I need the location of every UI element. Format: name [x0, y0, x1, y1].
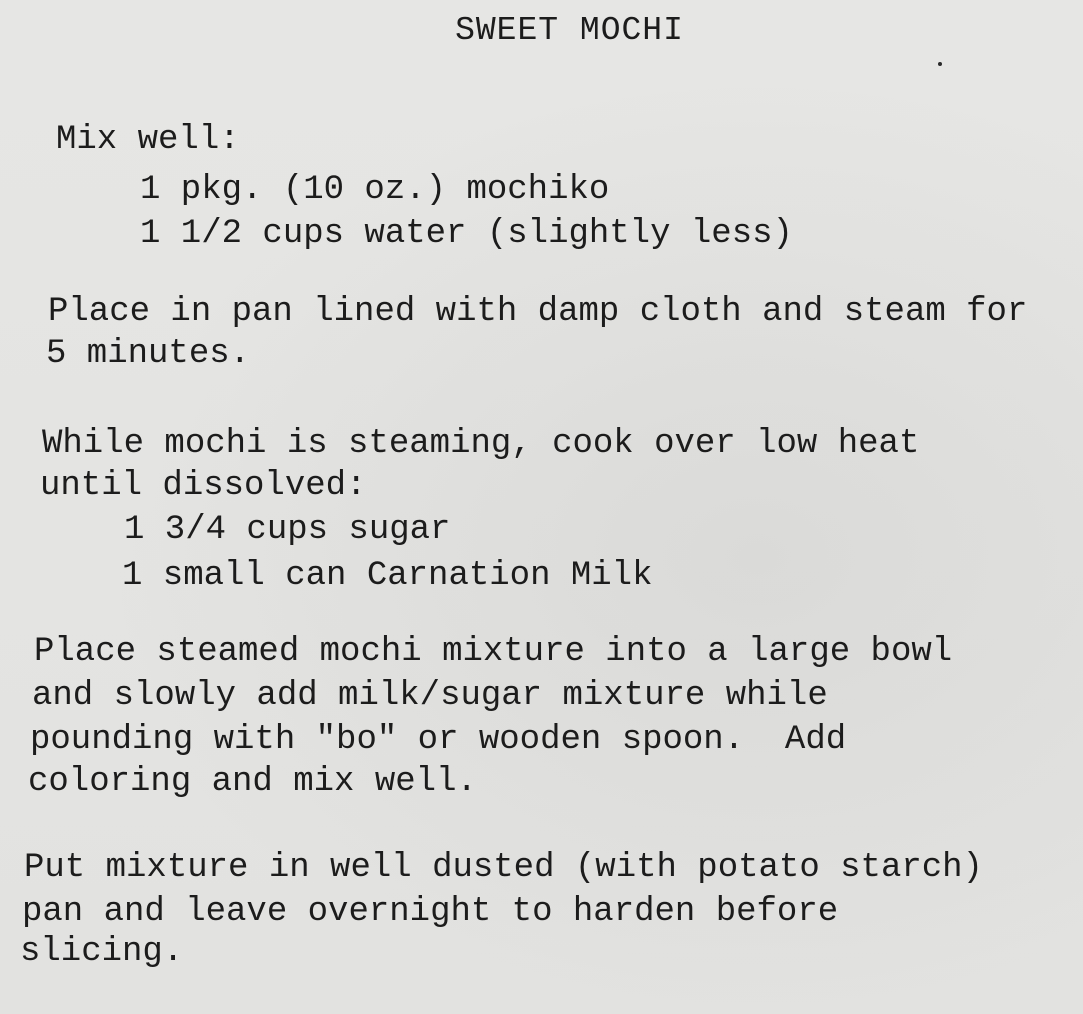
instruction-line: Place in pan lined with damp cloth and steam for — [48, 293, 1028, 331]
instruction-line: Put mixture in well dusted (with potato starch) — [24, 849, 983, 887]
ingredient-line: 1 3/4 cups sugar — [124, 511, 451, 549]
recipe-title: SWEET MOCHI — [455, 12, 684, 49]
instruction-line: While mochi is steaming, cook over low heat — [42, 425, 920, 463]
ink-speck — [938, 62, 942, 66]
instruction-line: Place steamed mochi mixture into a large bowl — [34, 633, 953, 671]
instruction-line: and slowly add milk/sugar mixture while — [32, 677, 828, 715]
instruction-line: until dissolved: — [40, 467, 367, 505]
instruction-line: slicing. — [20, 933, 184, 971]
ingredient-line: 1 1/2 cups water (slightly less) — [140, 215, 793, 253]
instruction-line: pounding with "bo" or wooden spoon. Add — [30, 721, 847, 759]
ingredient-line: 1 pkg. (10 oz.) mochiko — [140, 171, 610, 209]
instruction-line: 5 minutes. — [46, 335, 251, 373]
instruction-line: coloring and mix well. — [28, 763, 477, 801]
ingredient-line: 1 small can Carnation Milk — [122, 557, 653, 595]
mix-heading: Mix well: — [56, 121, 240, 159]
instruction-line: pan and leave overnight to harden before — [22, 893, 839, 931]
